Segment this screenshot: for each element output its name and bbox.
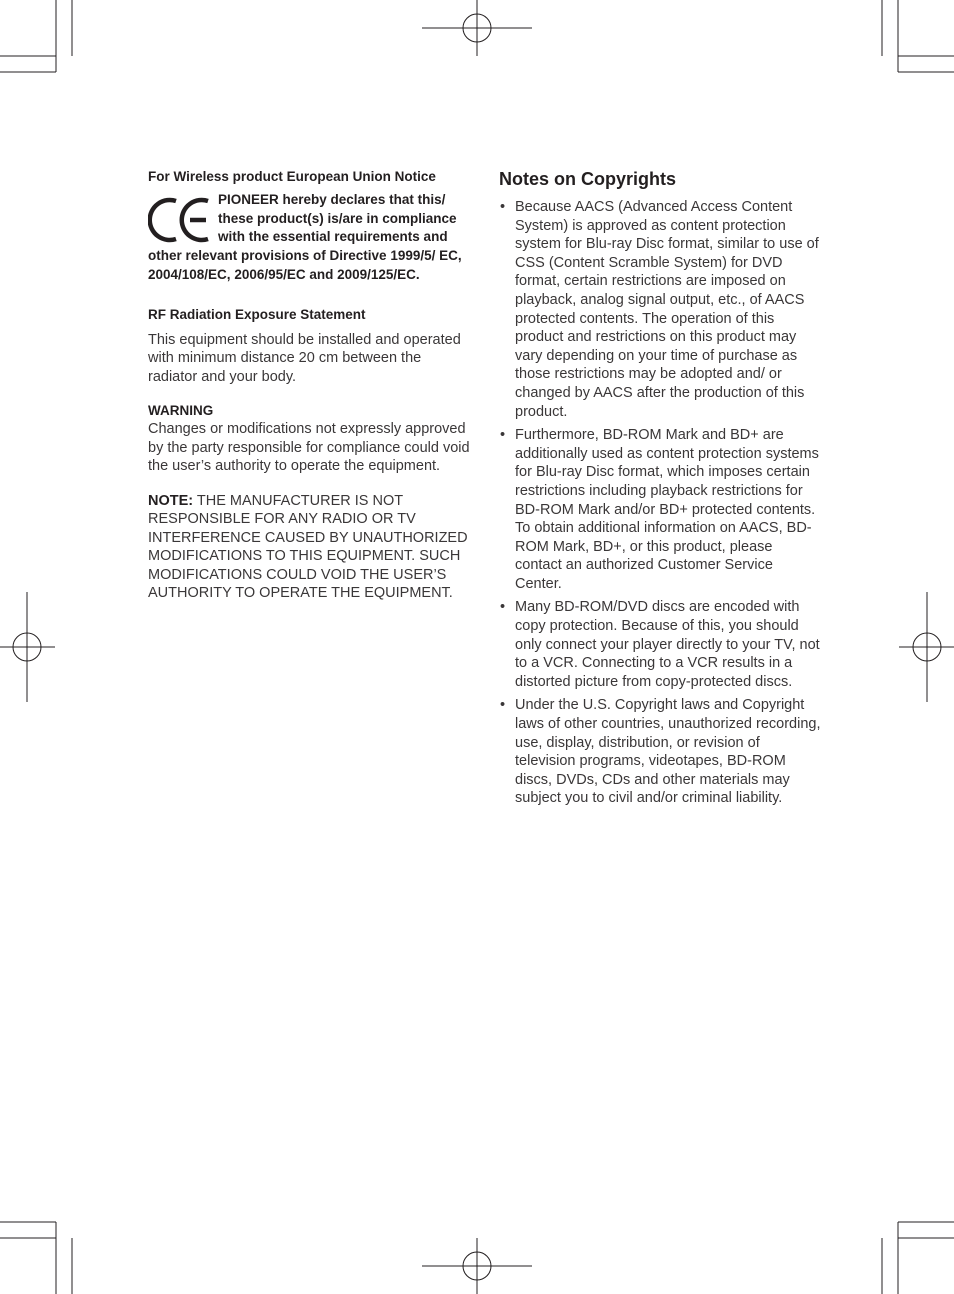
crop-mark-bottom-right <box>882 1222 954 1294</box>
note-label: NOTE: <box>148 492 194 509</box>
crop-mark-top-left <box>0 0 72 72</box>
manufacturer-note <box>148 492 470 603</box>
list-item: • Many BD-ROM/DVD discs are encoded with copy protection. Because of this, you should only connect your player directly to your TV, not to a VCR. Connecting to a VCR results in a distorted picture from copy-protected discs. <box>500 599 820 690</box>
crop-mark-bottom-left <box>0 1222 72 1294</box>
bullet-icon: • <box>500 697 506 714</box>
warning-heading: WARNING <box>148 403 214 419</box>
warning-text: Changes or modifications not expressly approved by the party responsible for compliance could void the user’s authority to operate the equipment. <box>148 421 470 475</box>
bullet-icon: • <box>500 199 506 215</box>
registration-mark-bottom <box>422 1238 532 1294</box>
ce-statement-text: PIONEER hereby declares that this/ these product(s) is/are in compliance with the essential requirements and other relevant provisions of Directive 1999/5/ EC, 2004/108/EC, 2006/95/EC and 2009/125/EC. <box>148 192 462 282</box>
bullet-icon: • <box>500 427 506 444</box>
eu-notice-heading: For Wireless product European Union Notice <box>148 169 436 184</box>
crop-mark-top-right <box>882 0 954 72</box>
list-item: • Because AACS (Advanced Access Content System) is approved as content protection system for Blu-ray Disc format, similar to use of CSS (Content Scramble System) for DVD format, certain restrictions are imposed on playback, analog signal output, etc., of AACS protected contents. The operation of this product and restrictions on this product may vary depending on your time of purchase as those restrictions may be adopted and/ or changed by AACS after the production of this product. <box>500 199 819 420</box>
bullet-icon: • <box>500 599 506 616</box>
copyright-notes-title: Notes on Copyrights <box>499 169 677 189</box>
registration-mark-top <box>422 0 532 56</box>
registration-mark-left <box>0 592 55 702</box>
list-item: • Under the U.S. Copyright laws and Copyright laws of other countries, unauthorized recording, use, display, distribution, or revision of television programs, videotapes, BD-ROM discs, DVDs, CDs and other materials may subject you to civil and/or criminal liability. <box>500 697 821 807</box>
rf-exposure-heading: RF Radiation Exposure Statement <box>148 306 366 322</box>
note-text: THE MANUFACTURER IS NOT RESPONSIBLE FOR ANY RADIO OR TV INTERFERENCE CAUSED BY UNAUTHORIZED MODIFICATIONS TO THIS EQUIPMENT. SUCH MODIFICATIONS COULD VOID THE USER’S AUTHORITY TO OPERATE THE EQUIPMENT. <box>148 492 468 602</box>
registration-mark-right <box>899 592 954 702</box>
left-column <box>148 166 470 603</box>
ce-declaration <box>148 191 470 285</box>
ce-mark-icon <box>148 193 212 245</box>
rf-exposure-text: This equipment should be installed and operated with minimum distance 20 cm between the radiator and your body. <box>148 331 461 385</box>
list-item: • Furthermore, BD-ROM Mark and BD+ are additionally used as content protection systems for Blu-ray Disc format, which imposes certain restrictions including playback restrictions for BD-ROM Mark and/or BD+ protected contents. To obtain additional information on AACS, BD-ROM Mark, BD+, or this product, please contact an authorized Customer Service Center. <box>500 427 819 592</box>
copyright-notes-list <box>499 198 821 808</box>
right-column <box>499 166 821 813</box>
